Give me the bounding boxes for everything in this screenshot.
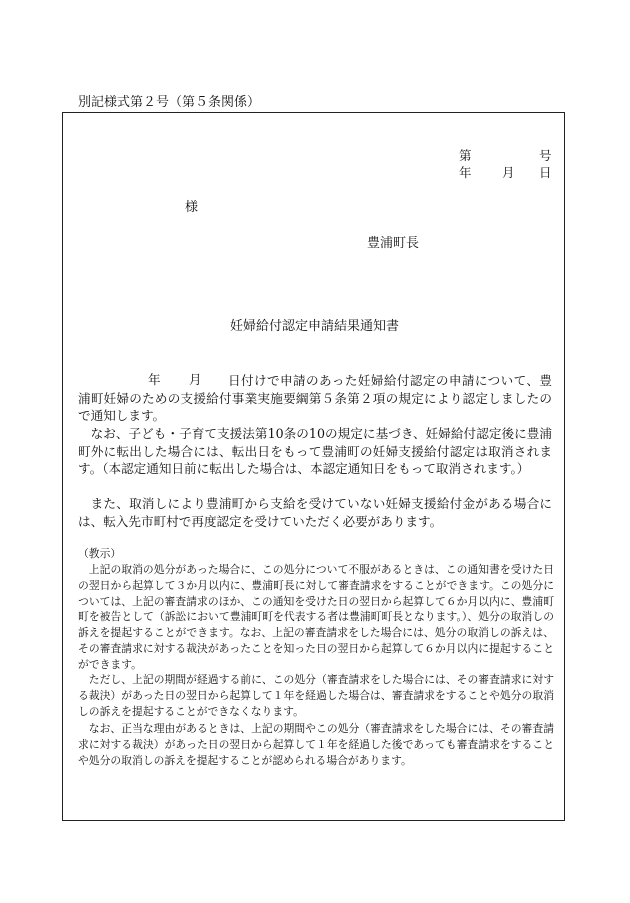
issue-date-day: 日 [539, 165, 552, 180]
notice-paragraph-3: なお、正当な理由があるときは、上記の期間やこの処分（審査請求をした場合には、その審査請求に対する裁決）があった日の翌日から起算して１年を経過した後であっても審査請求をすることや処分の取消しの訴えを提起することが認められる場合があります。 [78, 722, 554, 767]
document-title: 妊婦給付認定申請結果通知書 [230, 319, 400, 334]
issue-date-year: 年 [459, 165, 472, 180]
form-number-label: 別記様式第２号（第５条関係） [78, 95, 261, 110]
notice-paragraph-2: ただし、上記の期間が経過する前に、この処分（審査請求をした場合には、その審査請求に対する裁決）があった日の翌日から起算して１年を経過した場合は、審査請求をすることや処分の取消しの訴えを提起することができなくなります。 [78, 673, 554, 718]
sender-name: 豊浦町長 [367, 236, 420, 251]
body-paragraph-2: なお、子ども・子育て支援法第10条の10の規定に基づき、妊婦給付認定後に豊浦町外に転出した場合には、転出日をもって豊浦町の妊婦支援給付認定は取消されます。（本認定通知日前に転出した場合は、本認定通知日をもって取消されます。） [78, 426, 552, 476]
application-date-month: 月 [189, 372, 202, 387]
body-paragraph-1: 日付けで申請のあった妊婦給付認定の申請について、豊浦町妊婦のための支援給付事業実施要綱第５条第２項の規定により認定しましたので通知します。 [78, 373, 552, 423]
body-paragraph-3: また、取消しにより豊浦町から支給を受けていない妊婦支援給付金がある場合には、転入先市町村で再度認定を受けていただく必要があります。 [78, 496, 552, 529]
doc-number-suffix: 号 [539, 148, 552, 163]
doc-number-prefix: 第 [459, 148, 472, 163]
issue-date-month: 月 [502, 165, 515, 180]
recipient-honorific: 様 [185, 200, 199, 215]
application-date-year: 年 [148, 372, 161, 387]
notice-heading: （教示） [78, 547, 122, 560]
notice-paragraph-1: 上記の取消の処分があった場合に、この処分について不服があるときは、この通知書を受けた日の翌日から起算して３か月以内に、豊浦町長に対して審査請求をすることができます。この処分については、上記の審査請求のほか、この通知を受けた日の翌日から起算して６か月以内に、豊浦町町を被告として（訴訟において豊浦町町を代表する者は豊浦町町長となります。）、処分の取消しの訴えを提起することができます。なお、上記の審査請求をした場合には、処分の取消しの訴えは、その審査請求に対する裁決があったことを知った日の翌日から起算して６か月以内に提起することができます。 [78, 563, 554, 671]
